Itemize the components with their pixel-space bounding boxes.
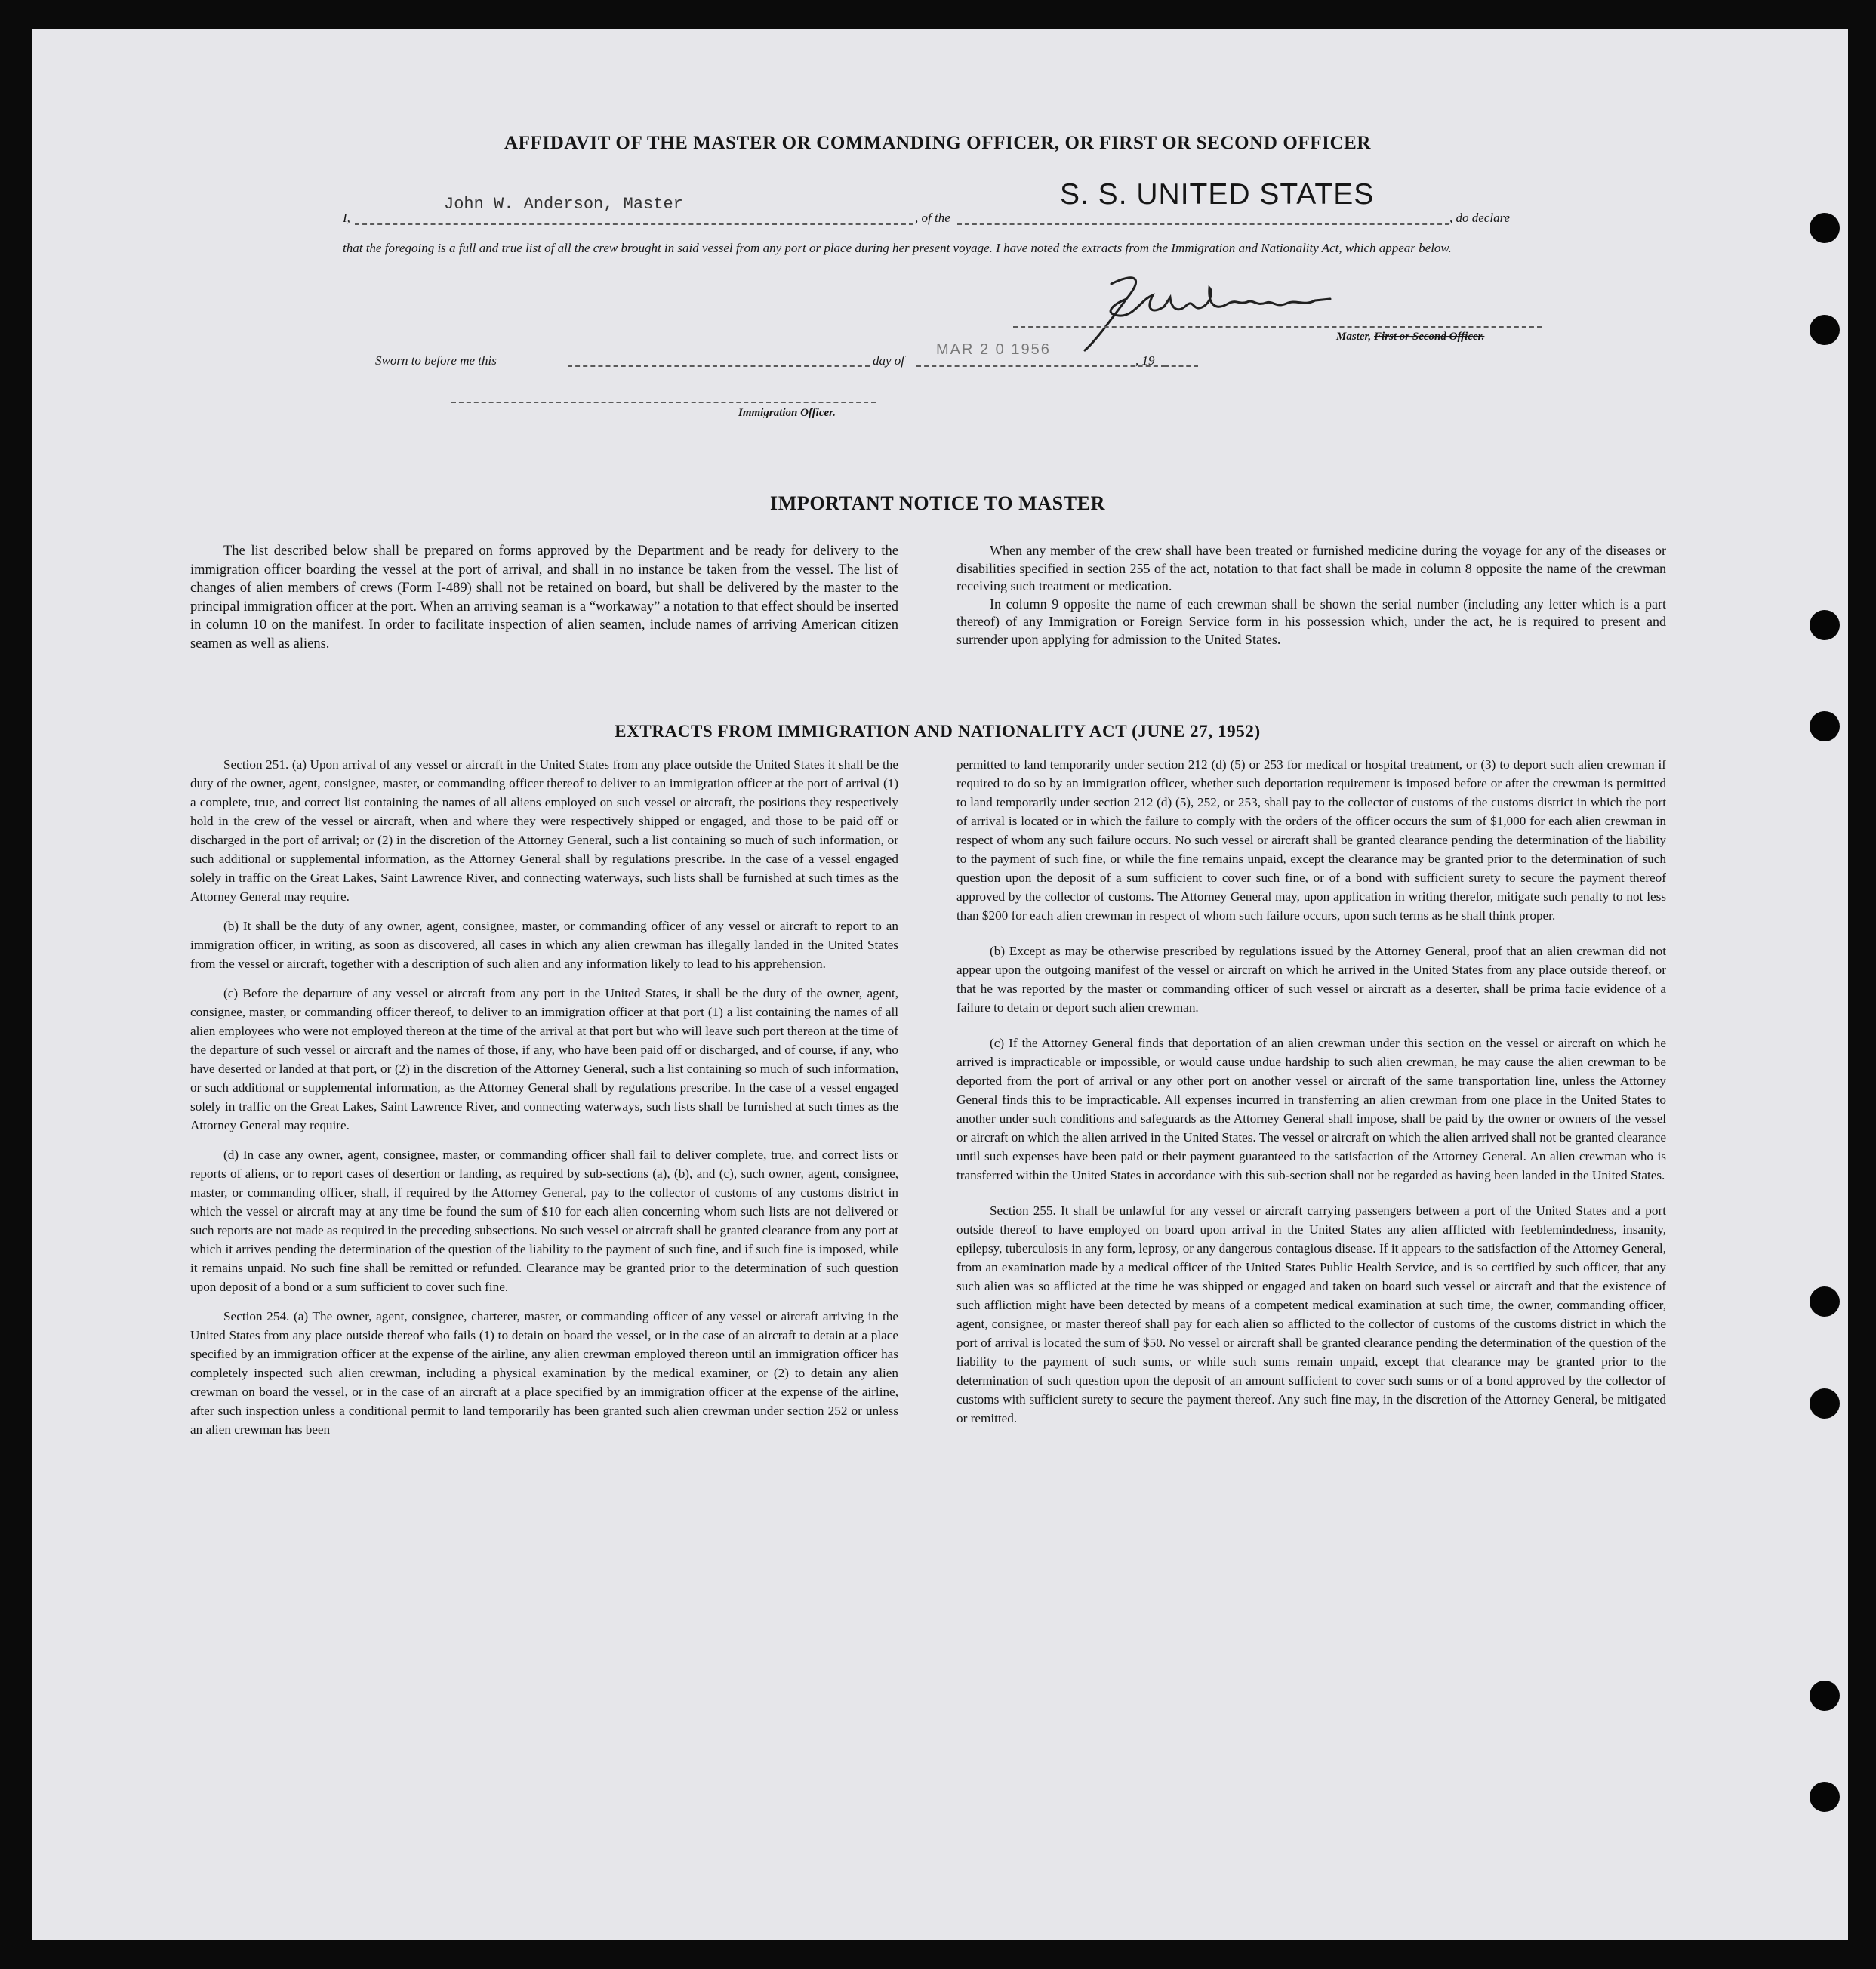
notice-left-column [190,542,898,653]
extract-paragraph: permitted to land temporarily under section 212 (d) (5) or 253 for medical or hospital treatment, or (3) to deport such alien crewman if required to do so by an immigration officer, whether such deportation requirement is imposed before or after the crewman is permitted to land temporarily under section 212 (d) (5), 252, or 253, shall pay to the collector of customs of the customs district in which the port of arrival is located or in which the failure to comply with the orders of the officer occurs the sum of $1,000 for each alien crewman in respect of whom any such failure occurs. No such vessel or aircraft shall be granted clearance pending the determination of the liability to the payment of such fine, or while the fine remains unpaid, except the clearance may be granted prior to the determination of such question upon the deposit of a sum sufficient to cover such fine, or of a bond with sufficient surety to secure the payment thereof approved by the collector of customs. The Attorney General may, upon application in writing therefor, mitigate such penalty to not less than $200 for each alien crewman in respect of whom such failure occurs, upon such terms as he shall think proper. [956,757,1666,923]
notice-paragraph: The list described below shall be prepared on forms approved by the Department and be ready for delivery to the immigration officer boarding the vessel at the port of arrival, and shall in no instance be taken from the vessel. The list of changes of alien members of crews (Form I-489) shall not be retained on board, but shall be delivered by the master to the principal immigration officer at the port. When an arriving seaman is a “workaway” a notation to that effect should be inserted in column 10 on the manifest. In order to facilitate inspection of alien seamen, include names of arriving American citizen seamen as well as aliens. [190,544,898,652]
name-line [355,223,913,225]
extracts-right-column [956,755,1666,1438]
day-line [568,365,870,367]
master-name-field: John W. Anderson, Master [444,195,683,214]
document-page [32,29,1848,1940]
punch-hole-icon [1810,1286,1840,1317]
extract-paragraph: Section 255. It shall be unlawful for any vessel or aircraft carrying passengers between a port of the United States and a port outside thereof to have employed on board upon arrival in the United States any alien afflicted with feeblemindedness, insanity, epilepsy, tuberculosis in any form, leprosy, or any dangerous contagious disease. If it appears to the satisfaction of the Attorney General, from an examination made by a medical officer of the United States Public Health Service, and is so certified by such officer, that any such alien was so afflicted at the time he was shipped or engaged and taken on board such vessel or aircraft and that the existence of such affliction might have been detected by means of a competent medical examination at such time, the owner, commanding officer, agent, consignee, or master thereof shall pay for each alien so afflicted to the collector of customs of the customs district in which the port of arrival is located the sum of $50. No vessel or aircraft shall be granted clearance pending the determination of the question of the liability to the payment of such sums, or while such sums remain unpaid, except that clearance may be granted prior to the determination of such question upon the deposit of an amount sufficient to cover such sums or of a bond approved by the collector of customs with sufficient surety to secure the payment thereof. Any such fine may, in the discretion of the Attorney General, be mitigated or remitted. [956,1203,1666,1425]
year-line [1164,365,1198,367]
year-label: , 19 [1135,353,1155,368]
punch-hole-icon [1810,213,1840,243]
extract-paragraph: (b) It shall be the duty of any owner, agent, consignee, master, or commanding officer of any vessel or aircraft to report to an immigration officer, in writing, as soon as discovered, all cases in which any alien crewman has illegally landed in the United States from the vessel or aircraft, together with a description of such alien and any information likely to lead to his apprehension. [190,919,898,971]
of-the-label: , of the [915,211,950,225]
month-line [916,365,1166,367]
notice-paragraph: In column 9 opposite the name of each crewman shall be shown the serial number (including any letter which is a part thereof) of any Immigration or Foreign Service form in his possession which, under the act, he is required to present and surrender upon applying for admission to the United States. [956,596,1666,647]
date-stamp: MAR 2 0 1956 [936,341,1051,358]
punch-hole-icon [1810,1782,1840,1812]
i-label: I, [343,211,350,225]
notice-right-column [956,542,1666,649]
day-of-label: day of [873,353,905,368]
extract-paragraph: (c) If the Attorney General finds that deportation of an alien crewman under this section on the vessel or aircraft on which he arrived is impracticable or impossible, or would cause undue hardship to such alien crewman, he may cause the alien crewman to be deported from the port of arrival or any other port on another vessel or aircraft of the same transportation line, unless the Attorney General finds this to be impracticable. All expenses incurred in transferring an alien crewman from one place in the United States to another under such conditions and safeguards as the Attorney General shall impose, shall be paid by the owner or owners of the vessel or aircraft on which the alien arrived in the United States. The vessel or aircraft on which the alien arrived shall not be granted clearance until such expenses have been paid or their payment guaranteed to the satisfaction of the Attorney General. An alien crewman who is transferred within the United States in accordance with this sub-section shall not be regarded as having been landed in the United States. [956,1036,1666,1182]
extract-paragraph: (b) Except as may be otherwise prescribed by regulations issued by the Attorney General, proof that an alien crewman did not appear upon the outgoing manifest of the vessel or aircraft on which he arrived in the United States from any place outside thereof, or that he was reported by the master or commanding officer of such vessel or aircraft as a deserter, shall be prima facie evidence of a failure to detain or deport such alien crewman. [956,944,1666,1015]
officer-label: Immigration Officer. [738,407,836,419]
signer-title [1336,331,1484,344]
vessel-name-field: S. S. UNITED STATES [1060,178,1375,211]
extracts-left-column [190,755,898,1450]
sworn-label: Sworn to before me this [375,353,497,368]
punch-hole-icon [1810,315,1840,345]
extracts-title: EXTRACTS FROM IMMIGRATION AND NATIONALITY ACT (JUNE 27, 1952) [615,722,1261,741]
notice-paragraph: When any member of the crew shall have been treated or furnished medicine during the voyage for any of the diseases or disabilities specified in section 255 of the act, notation to that fact shall be made in column 8 opposite the name of the crewman receiving such treatment or medication. [956,543,1666,593]
extract-paragraph: Section 254. (a) The owner, agent, consignee, charterer, master, or commanding officer of any vessel or aircraft arriving in the United States from any place outside thereof who fails (1) to detain on board the vessel, or in the case of an aircraft to detain at a place specified by an immigration officer at the expense of the airline, any alien crewman employed thereon until an immigration officer has completely inspected such alien crewman, including a physical examination by the medical examiner, or (2) to detain any alien crewman on board the vessel, or in the case of an aircraft at a place specified by an immigration officer at the expense of the airline, after such inspection unless a conditional permit to land temporarily has been granted such alien crewman under section 252 or unless an alien crewman has been [190,1309,898,1437]
punch-hole-icon [1810,1388,1840,1419]
punch-hole-icon [1810,610,1840,640]
officer-line [451,402,876,403]
affidavit-title: AFFIDAVIT OF THE MASTER OR COMMANDING OFFICER, OR FIRST OR SECOND OFFICER [504,133,1372,153]
master-signature [1081,269,1353,352]
declaration-text: that the foregoing is a full and true list of all the crew brought in said vessel from any port or place during her present voyage. I have noted the extracts from the Immigration and Nationality Act, which appear below. [343,241,1452,255]
title-master-label: Master, [1336,331,1372,343]
signature-line [1013,326,1542,328]
extract-paragraph: Section 251. (a) Upon arrival of any vessel or aircraft in the United States from any place outside the United States it shall be the duty of the owner, agent, consignee, master, or commanding officer thereof to deliver to an immigration officer at the port of arrival (1) a complete, true, and correct list containing the names of all aliens employed on such vessel or aircraft, the positions they respectively hold in the crew of the vessel or aircraft, when and where they were respectively shipped or engaged, and those to be paid off or discharged in the port of arrival; or (2) in the discretion of the Attorney General, such a list containing so much of such information, or such additional or supplemental information, as the Attorney General shall by regulations prescribe. In the case of a vessel engaged solely in traffic on the Great Lakes, Saint Lawrence River, and connecting waterways, such lists shall be furnished at such times as the Attorney General may require. [190,757,898,904]
title-struck-label: First or Second Officer. [1374,331,1485,343]
notice-title: IMPORTANT NOTICE TO MASTER [769,492,1105,514]
extract-paragraph: (c) Before the departure of any vessel or aircraft from any port in the United States, it shall be the duty of the owner, agent, consignee, master, or commanding officer thereof, to deliver to an immigration officer at that port (1) a list containing the names of all alien employees who were not employed thereon at the time of the arrival at that port but who will leave such port thereon at the time of the departure of such vessel or aircraft and the names of those, if any, who have been paid off or discharged, and of course, if any, who have deserted or landed at that port, or (2) in the discretion of the Attorney General, such a list containing so much of such information, or such additional or supplemental information, as the Attorney General shall by regulations prescribe. In the case of a vessel engaged solely in traffic on the Great Lakes, Saint Lawrence River, and connecting waterways, such lists shall be furnished at such times as the Attorney General may require. [190,986,898,1132]
punch-hole-icon [1810,1681,1840,1711]
do-declare-label: , do declare [1449,211,1511,225]
extract-paragraph: (d) In case any owner, agent, consignee, master, or commanding officer shall fail to deliver complete, true, and correct lists or reports of aliens, or to report cases of desertion or landing, as required by sub-sections (a), (b), and (c), such owner, agent, consignee, master, or commanding officer, shall, if required by the Attorney General, pay to the collector of customs of any customs district in which the vessel or aircraft may at any time be found the sum of $10 for each alien concerning whom such lists are not delivered or such reports are not made as required in the preceding subsections. No such vessel or aircraft shall be granted clearance from any port at which it arrives pending the determination of the question of the liability to the payment of such fine, and if such fine is imposed, while it remains unpaid. No such fine shall be remitted or refunded. Clearance may be granted prior to the determination of such question upon deposit of a bond or a sum sufficient to cover such fine. [190,1148,898,1294]
vessel-line [957,223,1449,225]
